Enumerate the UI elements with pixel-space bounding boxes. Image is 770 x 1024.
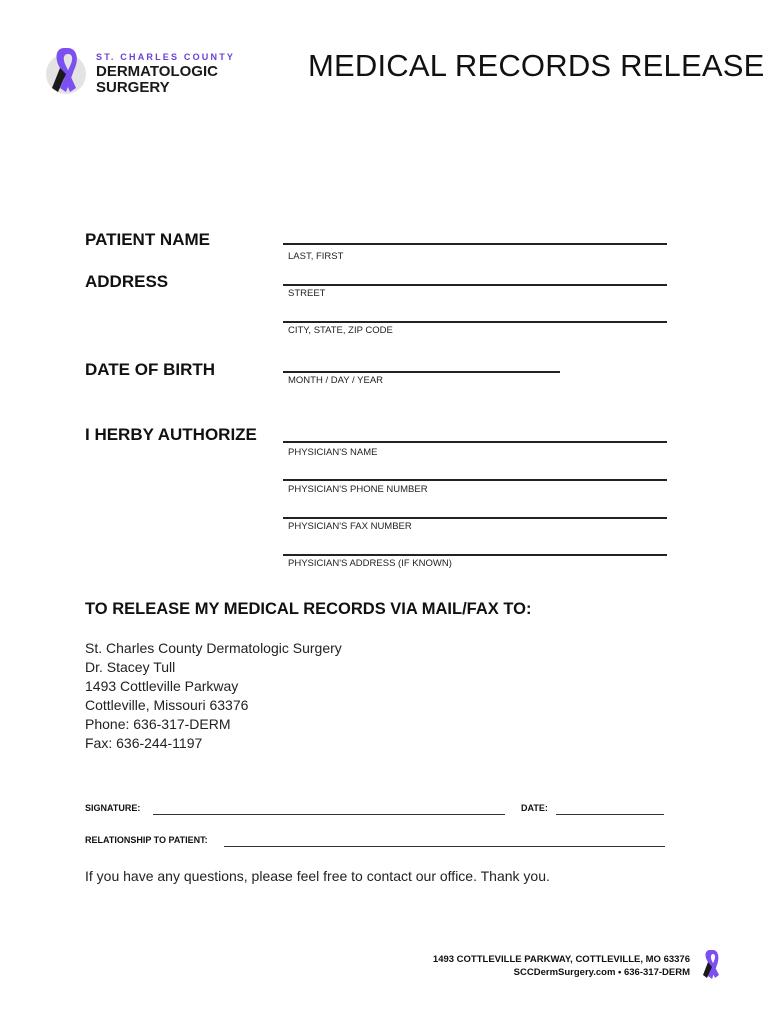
physician-address-hint: PHYSICIAN'S ADDRESS (IF KNOWN) bbox=[288, 558, 452, 569]
release-address-line: Cottleville, Missouri 63376 bbox=[85, 697, 249, 713]
footer-ribbon-icon bbox=[700, 948, 724, 984]
city-state-zip-hint: CITY, STATE, ZIP CODE bbox=[288, 325, 393, 336]
signature-label: SIGNATURE: bbox=[85, 803, 141, 813]
patient-name-label: PATIENT NAME bbox=[85, 230, 210, 249]
patient-name-hint: LAST, FIRST bbox=[288, 251, 344, 262]
footer-address: 1493 COTTLEVILLE PARKWAY, COTTLEVILLE, MO 63376 bbox=[432, 954, 690, 965]
physician-name-hint: PHYSICIAN'S NAME bbox=[288, 447, 378, 458]
logo-line-1: ST. CHARLES COUNTY bbox=[96, 52, 236, 62]
dob-label: DATE OF BIRTH bbox=[85, 360, 216, 379]
city-state-zip-field[interactable] bbox=[283, 321, 667, 323]
address-label: ADDRESS bbox=[85, 272, 169, 291]
logo-line-2: DERMATOLOGIC bbox=[96, 63, 218, 80]
closing-message: If you have any questions, please feel free to contact our office. Thank you. bbox=[85, 868, 550, 884]
authorize-label: I HERBY AUTHORIZE bbox=[85, 425, 257, 444]
physician-address-field[interactable] bbox=[283, 554, 667, 556]
dob-field[interactable] bbox=[283, 371, 560, 373]
logo bbox=[44, 44, 244, 102]
signature-field[interactable] bbox=[153, 814, 505, 815]
physician-name-field[interactable] bbox=[283, 441, 667, 443]
release-address-line: St. Charles County Dermatologic Surgery bbox=[85, 640, 342, 656]
relationship-label: RELATIONSHIP TO PATIENT: bbox=[85, 835, 208, 845]
street-field[interactable] bbox=[283, 284, 667, 286]
document-title: MEDICAL RECORDS RELEASE bbox=[308, 48, 765, 83]
logo-line-3: SURGERY bbox=[96, 79, 170, 96]
release-address-line: Dr. Stacey Tull bbox=[85, 659, 176, 675]
release-address-line: Phone: 636-317-DERM bbox=[85, 716, 231, 732]
release-address-line: Fax: 636-244-1197 bbox=[85, 735, 203, 751]
street-hint: STREET bbox=[288, 288, 326, 299]
ribbon-icon bbox=[44, 44, 92, 100]
date-label: DATE: bbox=[521, 803, 548, 813]
patient-name-field[interactable] bbox=[283, 243, 667, 245]
dob-hint: MONTH / DAY / YEAR bbox=[288, 375, 384, 386]
physician-fax-field[interactable] bbox=[283, 517, 667, 519]
footer-contact: SCCDermSurgery.com • 636-317-DERM bbox=[513, 967, 690, 978]
relationship-field[interactable] bbox=[224, 846, 665, 847]
physician-phone-field[interactable] bbox=[283, 479, 667, 481]
physician-phone-hint: PHYSICIAN'S PHONE NUMBER bbox=[288, 484, 428, 495]
date-field[interactable] bbox=[556, 814, 664, 815]
physician-fax-hint: PHYSICIAN'S FAX NUMBER bbox=[288, 521, 412, 532]
release-address-line: 1493 Cottleville Parkway bbox=[85, 678, 239, 694]
release-heading: TO RELEASE MY MEDICAL RECORDS VIA MAIL/FAX TO: bbox=[85, 600, 532, 618]
